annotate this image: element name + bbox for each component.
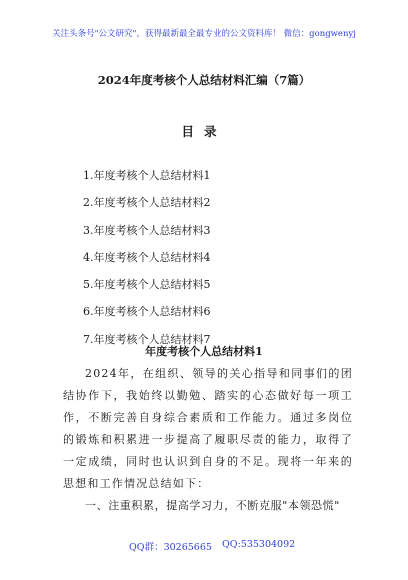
toc-item[interactable]: 2.年度考核个人总结材料2 [83,196,211,210]
toc-item[interactable]: 4.年度考核个人总结材料4 [83,250,211,264]
toc-heading: 目录 [181,124,227,139]
footer-qq-number: QQ:535304092 [222,539,296,550]
document-title: 2024年度考核个人总结材料汇编（7篇） [97,73,311,87]
body-paragraph: 一、注重积累，提高学习力，不断克服"本领恐慌" [85,499,340,512]
toc-item[interactable]: 3.年度考核个人总结材料3 [83,223,211,237]
toc-item[interactable]: 1.年度考核个人总结材料1 [83,169,211,182]
table-of-contents [83,169,211,360]
header-promo-note: 关注头条号"公文研究"，获得最新最全最专业的公文资料库！ 微信：gongwenyj [52,29,356,39]
footer-qq-group: QQ群：30265665 [129,542,212,553]
section-title: 年度考核个人总结材料1 [145,345,263,358]
body-paragraph: 2024年，在组织、领导的关心指导和同事们的团结协作下，我始终以勤勉、踏实的心态做好每一项工作，不断完善自身综合素质和工作能力。通过多岗位的锻炼和积累进一步提高了履职尽责的能力，取得了一定成绩，同时也认识到自身的不足。现将一年来的思想和工作情况总结如下： [63,367,353,490]
toc-item[interactable]: 7.年度考核个人总结材料7 [83,332,211,346]
toc-item[interactable]: 5.年度考核个人总结材料5 [83,278,211,292]
toc-item[interactable]: 6.年度考核个人总结材料6 [83,305,211,319]
